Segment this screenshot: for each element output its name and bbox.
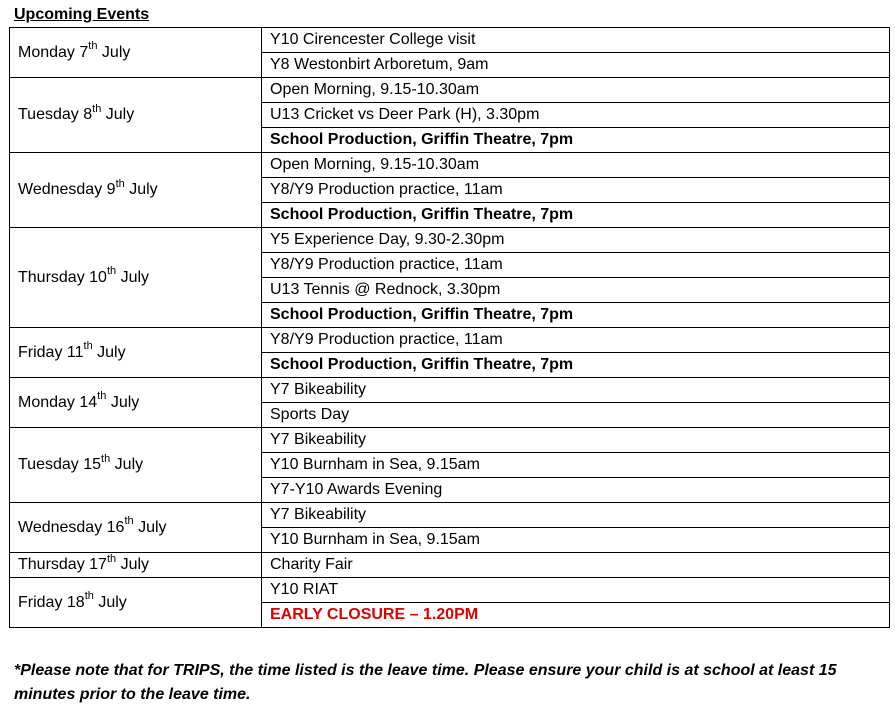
event-cell: Y10 Cirencester College visit (262, 28, 890, 53)
event-cell: School Production, Griffin Theatre, 7pm (262, 203, 890, 228)
ordinal-suffix: th (83, 340, 93, 353)
day-number: 14 (79, 393, 98, 411)
weekday: Thursday (18, 556, 85, 573)
weekday: Friday (18, 343, 63, 361)
event-row (10, 28, 890, 53)
event-row (10, 553, 890, 578)
day-number: 15 (83, 456, 102, 473)
ordinal-suffix: th (88, 40, 98, 53)
event-cell: Y8/Y9 Production practice, 11am (262, 328, 890, 353)
day-number: 8 (83, 106, 93, 123)
events-body (10, 28, 890, 628)
ordinal-suffix: th (115, 177, 125, 190)
month: July (98, 593, 127, 611)
ordinal-suffix: th (101, 452, 111, 465)
weekday: Tuesday (18, 106, 79, 123)
day-cell (10, 578, 262, 628)
event-row (10, 328, 890, 353)
event-row (10, 578, 890, 603)
event-row (10, 228, 890, 253)
page-title: Upcoming Events (14, 6, 150, 23)
month: July (105, 106, 135, 123)
trips-footnote: *Please note that for TRIPS, the time listed is the leave time. Please ensure your child is at school at least 15 minutes prior to the leave time. (14, 662, 837, 703)
day-cell (10, 228, 262, 328)
event-cell: Y5 Experience Day, 9.30-2.30pm (262, 228, 890, 253)
month: July (114, 456, 144, 473)
ordinal-suffix: th (106, 265, 117, 278)
day-cell (10, 428, 262, 503)
month: July (129, 181, 158, 198)
day-number: 7 (79, 43, 89, 61)
day-number: 18 (66, 593, 85, 611)
event-cell: Y8/Y9 Production practice, 11am (262, 253, 890, 278)
event-cell: School Production, Griffin Theatre, 7pm (262, 303, 890, 328)
ordinal-suffix: th (124, 515, 134, 528)
event-cell: U13 Cricket vs Deer Park (H), 3.30pm (262, 103, 890, 128)
day-cell (10, 503, 262, 553)
event-row (10, 153, 890, 178)
weekday: Monday (18, 43, 75, 61)
weekday: Monday (18, 393, 75, 411)
day-cell (10, 28, 262, 78)
event-cell: Open Morning, 9.15-10.30am (262, 78, 890, 103)
ordinal-suffix: th (84, 590, 94, 603)
event-cell: Y8 Westonbirt Arboretum, 9am (262, 53, 890, 78)
day-number: 17 (89, 556, 107, 573)
day-number: 11 (66, 343, 84, 361)
event-row (10, 503, 890, 528)
event-row (10, 378, 890, 403)
month: July (120, 556, 150, 573)
event-cell: Open Morning, 9.15-10.30am (262, 153, 890, 178)
event-cell: Y8/Y9 Production practice, 11am (262, 178, 890, 203)
day-cell (10, 78, 262, 153)
day-number: 9 (106, 181, 116, 198)
event-cell: Y10 Burnham in Sea, 9.15am (262, 453, 890, 478)
event-cell: School Production, Griffin Theatre, 7pm (262, 128, 890, 153)
event-cell: Y10 Burnham in Sea, 9.15am (262, 528, 890, 553)
day-cell (10, 328, 262, 378)
day-cell (10, 553, 262, 578)
event-cell: Y7 Bikeability (262, 428, 890, 453)
event-cell: Y10 RIAT (262, 578, 890, 603)
event-row (10, 78, 890, 103)
weekday: Friday (18, 593, 63, 611)
event-cell: Y7 Bikeability (262, 503, 890, 528)
month: July (101, 43, 131, 61)
early-closure-alert: EARLY CLOSURE – 1.20PM (262, 603, 890, 628)
event-row (10, 428, 890, 453)
ordinal-suffix: th (97, 390, 107, 403)
events-table (9, 27, 890, 628)
event-cell: Sports Day (262, 403, 890, 428)
month: July (110, 393, 140, 411)
day-cell (10, 153, 262, 228)
weekday: Thursday (18, 268, 85, 286)
weekday: Tuesday (18, 456, 79, 473)
day-cell (10, 378, 262, 428)
weekday: Wednesday (18, 518, 103, 536)
event-cell: Y7-Y10 Awards Evening (262, 478, 890, 503)
month: July (120, 268, 150, 286)
day-number: 10 (89, 268, 107, 286)
event-cell: Y7 Bikeability (262, 378, 890, 403)
month: July (138, 518, 167, 536)
ordinal-suffix: th (106, 552, 117, 565)
month: July (97, 343, 126, 361)
event-cell: School Production, Griffin Theatre, 7pm (262, 353, 890, 378)
ordinal-suffix: th (92, 102, 102, 115)
day-number: 16 (106, 518, 125, 536)
weekday: Wednesday (18, 181, 103, 198)
event-cell: Charity Fair (262, 553, 890, 578)
event-cell: U13 Tennis @ Rednock, 3.30pm (262, 278, 890, 303)
